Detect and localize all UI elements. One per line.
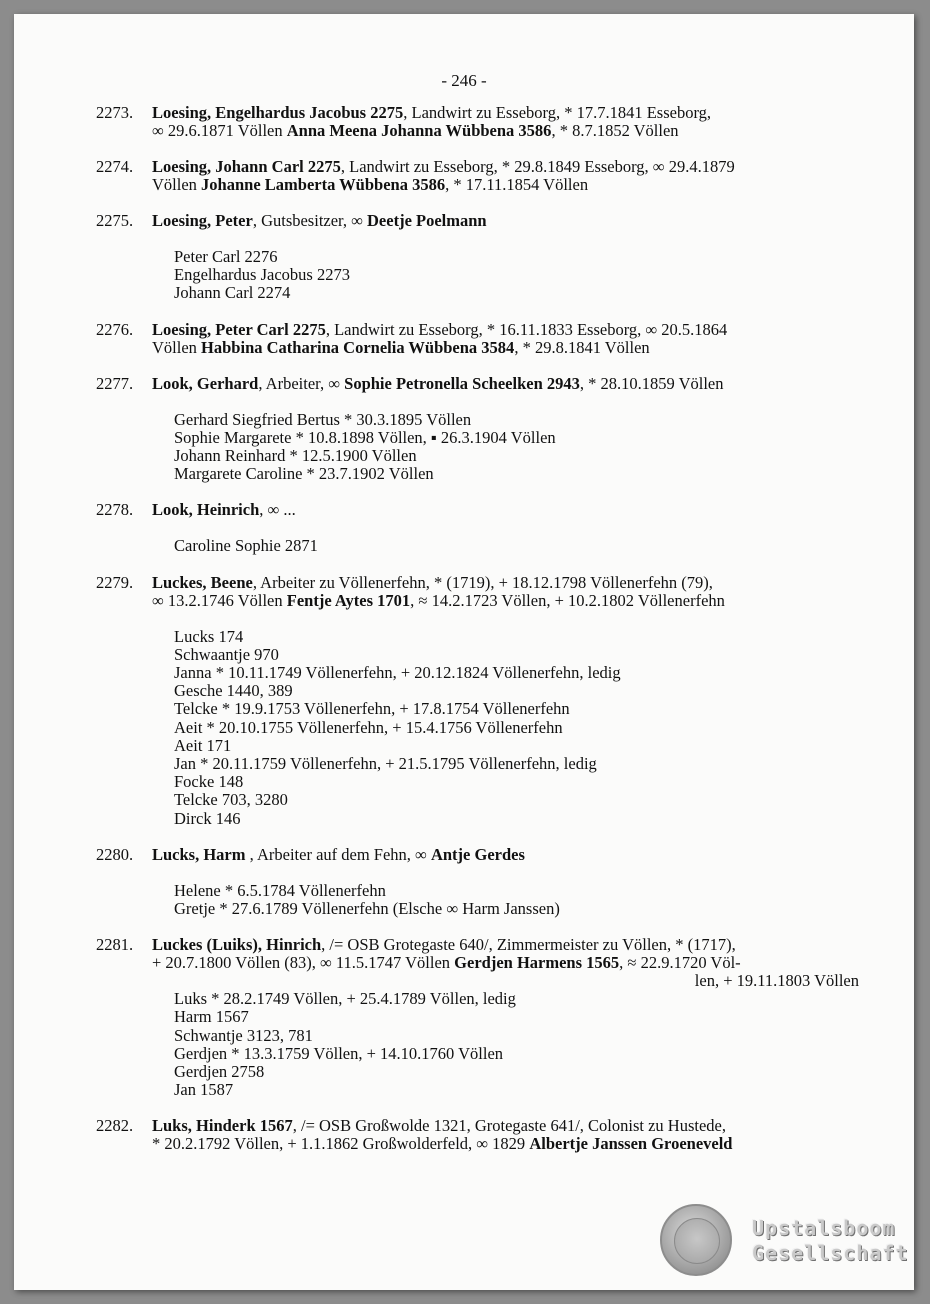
- entry-text: , Landwirt zu Esseborg, * 16.11.1833 Esseborg, ∞ 20.5.1864: [325, 319, 728, 339]
- entry: [14, 321, 914, 357]
- entry-name-text: Luks, Hinderk 1567: [152, 1116, 293, 1136]
- entry-text: + 20.7.1800 Völlen (83), ∞ 11.5.1747 Völlen: [152, 953, 455, 973]
- entry-name-text: Loesing, Peter: [152, 211, 253, 230]
- children-list: [152, 537, 914, 555]
- child-item: Engelhardus Jacobus 2273: [174, 265, 350, 285]
- entry-line: [152, 339, 914, 357]
- child-item: Luks * 28.2.1749 Völlen, + 25.4.1789 Völlen, ledig: [174, 989, 516, 1009]
- entry-text: * 20.2.1792 Völlen, + 1.1.1862 Großwolderfeld, ∞ 1829: [152, 1134, 530, 1154]
- entry-text: , * 8.7.1852 Völlen: [551, 121, 679, 140]
- entry-text: , Gutsbesitzer, ∞: [252, 211, 368, 230]
- child-item: Peter Carl 2276: [174, 247, 278, 266]
- entry-number: 2282.: [96, 1116, 134, 1136]
- child-item: Margarete Caroline * 23.7.1902 Völlen: [174, 464, 434, 484]
- entry-name-text: Luckes (Luiks), Hinrich: [152, 935, 322, 955]
- entry-text: , ∞ ...: [259, 500, 296, 520]
- entry-text: , Arbeiter, ∞: [258, 373, 345, 393]
- entry-text: ∞ 13.2.1746 Völlen: [152, 590, 287, 610]
- child-item: Aeit * 20.10.1755 Völlenerfehn, + 15.4.1756 Völlenerfehn: [174, 717, 563, 737]
- child-item: Johann Reinhard * 12.5.1900 Völlen: [174, 446, 417, 466]
- entry-name-text: Gerdjen Harmens 1565: [454, 953, 620, 973]
- children-list: [152, 990, 914, 1099]
- page-number: - 246 -: [441, 71, 487, 90]
- entry-line: [152, 574, 914, 592]
- entry-continuation: len, + 19.11.1803 Völlen: [694, 971, 859, 991]
- entry-line: [152, 1135, 914, 1153]
- entry-text: Völlen: [152, 337, 202, 357]
- entry-line: [152, 122, 914, 140]
- seal-emblem: [674, 1218, 720, 1264]
- entry-name-text: Albertje Janssen Groeneveld: [529, 1134, 733, 1154]
- child-item: Schwaantje 970: [174, 644, 279, 664]
- watermark-line-2: Gesellschaft: [752, 1241, 909, 1265]
- entry-name-text: Luckes, Beene: [152, 572, 253, 592]
- child-item: Janna * 10.11.1749 Völlenerfehn, + 20.12.1824 Völlenerfehn, ledig: [174, 663, 621, 683]
- children-list: [152, 248, 914, 303]
- society-seal-logo: [660, 1204, 732, 1276]
- entry-number: 2281.: [96, 935, 134, 955]
- children-list: [152, 411, 914, 484]
- entry-number: 2277.: [96, 373, 134, 393]
- entry-name-text: Deetje Poelmann: [367, 211, 487, 230]
- entry-name-text: Loesing, Johann Carl 2275: [152, 157, 341, 176]
- child-item: Telcke * 19.9.1753 Völlenerfehn, + 17.8.1754 Völlenerfehn: [174, 699, 570, 719]
- entry-text: , * 17.11.1854 Völlen: [445, 175, 589, 194]
- entry-name-text: Anna Meena Johanna Wübbena 3586: [286, 121, 552, 140]
- entry-line: [152, 104, 914, 122]
- entry-text: , ≈ 22.9.1720 Völ-: [619, 953, 741, 973]
- child-item: Jan 1587: [174, 1080, 234, 1100]
- entry-name-text: Loesing, Engelhardus Jacobus 2275: [152, 103, 404, 122]
- child-item: Aeit 171: [174, 735, 232, 755]
- entry-line: [152, 212, 914, 230]
- entry-line: [152, 592, 914, 610]
- child-item: Gerhard Siegfried Bertus * 30.3.1895 Völlen: [174, 409, 472, 429]
- entry-line: [152, 936, 914, 954]
- entry-name-text: Fentje Aytes 1701: [286, 590, 411, 610]
- entry-number: 2274.: [96, 157, 134, 176]
- entry-line: [152, 1117, 914, 1135]
- entry-name-text: Johanne Lamberta Wübbena 3586: [201, 175, 446, 194]
- entry: [14, 1117, 914, 1153]
- entry-name-text: Loesing, Peter Carl 2275: [152, 319, 326, 339]
- society-watermark: [752, 1216, 909, 1266]
- entry-line: [152, 501, 914, 519]
- child-item: Sophie Margarete * 10.8.1898 Völlen, ▪ 26.3.1904 Völlen: [174, 427, 556, 447]
- child-item: Dirck 146: [174, 808, 241, 828]
- entry: [14, 104, 914, 140]
- entry: [14, 158, 914, 194]
- entry-name-text: Antje Gerdes: [430, 844, 525, 864]
- entry-text: , Landwirt zu Esseborg, * 29.8.1849 Esseborg, ∞ 29.4.1879: [340, 157, 735, 176]
- entry-number: 2276.: [96, 319, 134, 339]
- entry: [14, 846, 914, 918]
- entry-text: , Landwirt zu Esseborg, * 17.7.1841 Esseborg,: [403, 103, 712, 122]
- entry: [14, 501, 914, 555]
- entry-line: [152, 375, 914, 393]
- entry-line: [152, 321, 914, 339]
- entry: [14, 936, 914, 1099]
- entry-name-text: Habbina Catharina Cornelia Wübbena 3584: [201, 337, 515, 357]
- entry-text: Völlen: [152, 175, 202, 194]
- children-list: [152, 628, 914, 828]
- child-item: Gesche 1440, 389: [174, 681, 293, 701]
- entry-text: , ≈ 14.2.1723 Völlen, + 10.2.1802 Völlenerfehn: [410, 590, 725, 610]
- entry-name-text: Sophie Petronella Scheelken 2943: [344, 373, 580, 393]
- entry-number: 2278.: [96, 500, 134, 520]
- child-item: Harm 1567: [174, 1007, 249, 1027]
- entry-text: ∞ 29.6.1871 Völlen: [152, 121, 287, 140]
- entry-name-text: Look, Gerhard: [152, 373, 259, 393]
- entry: [14, 574, 914, 828]
- entry-number: 2280.: [96, 844, 134, 864]
- child-item: Gretje * 27.6.1789 Völlenerfehn (Elsche ∞ Harm Janssen): [174, 899, 560, 919]
- entry: [14, 212, 914, 303]
- entry-text: , * 28.10.1859 Völlen: [579, 373, 724, 393]
- document-page: [14, 14, 914, 1290]
- entry-number: 2279.: [96, 572, 134, 592]
- entry-name-text: Lucks, Harm: [152, 844, 246, 864]
- child-item: Lucks 174: [174, 626, 244, 646]
- watermark-line-1: Upstalsboom: [752, 1216, 896, 1240]
- entry-name-text: Look, Heinrich: [152, 500, 260, 520]
- entry-line: [152, 158, 914, 176]
- entry-line: [152, 954, 914, 972]
- entry-text: , * 29.8.1841 Völlen: [514, 337, 650, 357]
- child-item: Caroline Sophie 2871: [174, 536, 318, 556]
- entry-text: , /= OSB Grotegaste 640/, Zimmermeister zu Völlen, * (1717),: [321, 935, 736, 955]
- entry-line: [152, 176, 914, 194]
- genealogy-entries: [14, 104, 914, 1171]
- entry-line: [152, 846, 914, 864]
- entry-number: 2273.: [96, 103, 134, 122]
- child-item: Telcke 703, 3280: [174, 790, 288, 810]
- entry-number: 2275.: [96, 211, 134, 230]
- child-item: Helene * 6.5.1784 Völlenerfehn: [174, 880, 386, 900]
- child-item: Gerdjen * 13.3.1759 Völlen, + 14.10.1760 Völlen: [174, 1043, 504, 1063]
- entry: [14, 375, 914, 484]
- entry-text: , Arbeiter zu Völlenerfehn, * (1719), + 18.12.1798 Völlenerfehn (79),: [252, 572, 713, 592]
- child-item: Jan * 20.11.1759 Völlenerfehn, + 21.5.1795 Völlenerfehn, ledig: [174, 754, 597, 774]
- child-item: Schwantje 3123, 781: [174, 1025, 313, 1045]
- child-item: Gerdjen 2758: [174, 1062, 265, 1082]
- entry-text: , /= OSB Großwolde 1321, Grotegaste 641/, Colonist zu Hustede,: [292, 1116, 726, 1136]
- children-list: [152, 882, 914, 918]
- child-item: Johann Carl 2274: [174, 283, 291, 303]
- entry-text: , Arbeiter auf dem Fehn, ∞: [245, 844, 431, 864]
- child-item: Focke 148: [174, 772, 244, 792]
